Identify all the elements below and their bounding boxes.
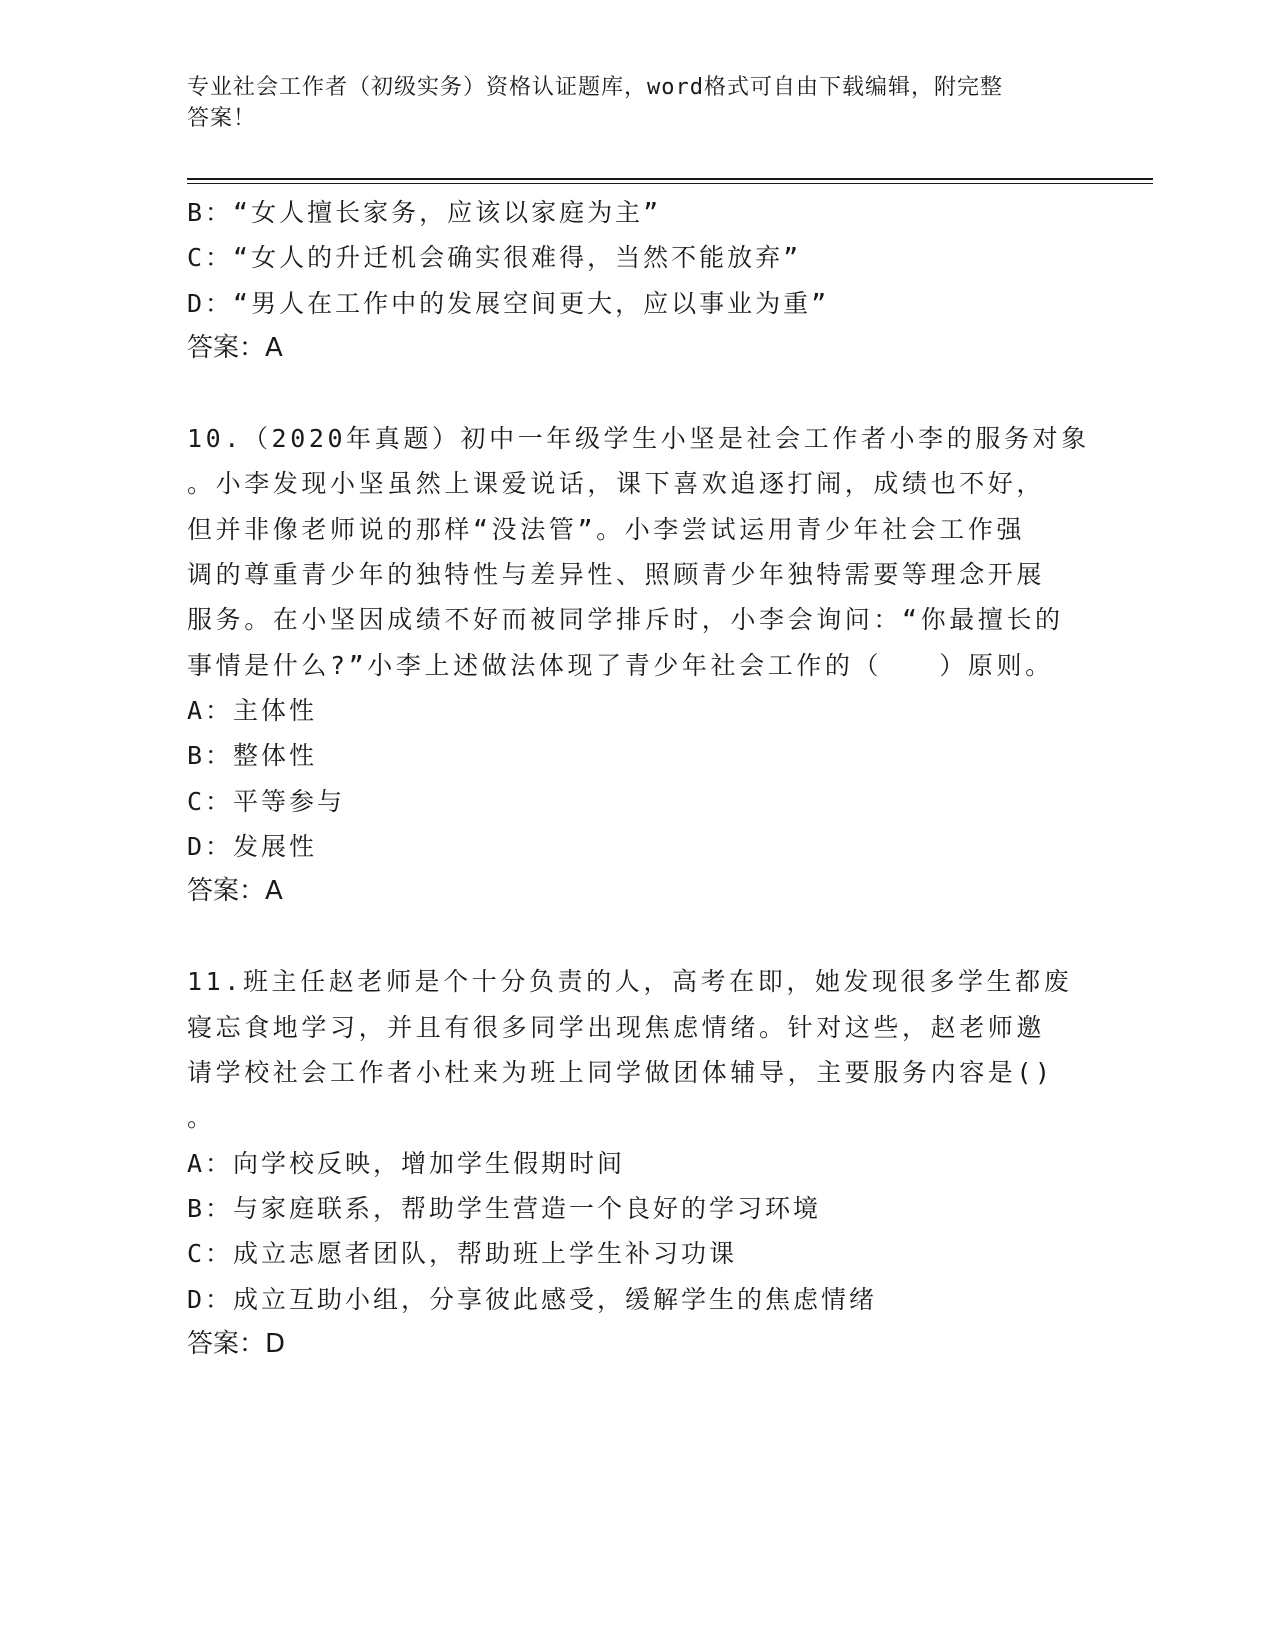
q11-answer: 答案：D [187,1328,286,1359]
header-line-1: 专业社会工作者（初级实务）资格认证题库，word格式可自由下载编辑，附完整 [187,75,1003,100]
header-rule-thick [187,178,1153,180]
question-9 [187,190,1087,371]
q11-text-line: 请学校社会工作者小杜来为班上同学做团体辅导，主要服务内容是() [187,1058,1054,1088]
q10-option-c: C：平等参与 [187,786,346,816]
q11-option-d: D：成立互助小组，分享彼此感受，缓解学生的焦虑情绪 [187,1284,878,1314]
spacer [187,914,1087,959]
q11-option-a: A：向学校反映，增加学生假期时间 [187,1148,626,1178]
q11-text-line: 。 [187,1103,216,1133]
q11-text-line: 寝忘食地学习，并且有很多同学出现焦虑情绪。针对这些，赵老师邀 [187,1012,1046,1042]
header-rule-thin [187,183,1153,184]
q9-option-d: D：“男人在工作中的发展空间更大，应以事业为重” [187,288,830,318]
q11-option-c: C：成立志愿者团队，帮助班上学生补习功课 [187,1239,738,1269]
header-line-2: 答案！ [187,106,257,131]
q10-option-a: A：主体性 [187,695,318,725]
q10-option-d: D：发展性 [187,831,318,861]
q10-text-line: 服务。在小坚因成绩不好而被同学排斥时，小李会询问：“你最擅长的 [187,605,1064,635]
q9-option-b: B：“女人擅长家务，应该以家庭为主” [187,198,662,227]
q11-option-b: B：与家庭联系，帮助学生营造一个良好的学习环境 [187,1193,822,1223]
question-11 [187,959,1087,1367]
spacer [187,371,1087,416]
q10-option-b: B：整体性 [187,741,318,771]
q10-text-line: 但并非像老师说的那样“没法管”。小李尝试运用青少年社会工作强 [187,514,1026,544]
q10-text-line: 事情是什么?”小李上述做法体现了青少年社会工作的（ ）原则。 [187,650,1054,680]
q10-text-line: 。小李发现小坚虽然上课爱说话，课下喜欢追逐打闹，成绩也不好， [187,469,1046,499]
q10-text-line: 10.（2020年真题）初中一年级学生小坚是社会工作者小李的服务对象 [187,424,1090,454]
q10-answer: 答案：A [187,876,283,907]
document-body [187,190,1090,1367]
q9-answer: 答案：A [187,332,283,363]
q11-text-line: 11.班主任赵老师是个十分负责的人，高考在即，她发现很多学生都废 [187,967,1073,997]
document-header [187,72,1067,134]
q10-text-line: 调的尊重青少年的独特性与差异性、照顾青少年独特需要等理念开展 [187,560,1046,590]
question-10 [187,416,1090,914]
q9-option-c: C：“女人的升迁机会确实很难得，当然不能放弃” [187,243,802,273]
